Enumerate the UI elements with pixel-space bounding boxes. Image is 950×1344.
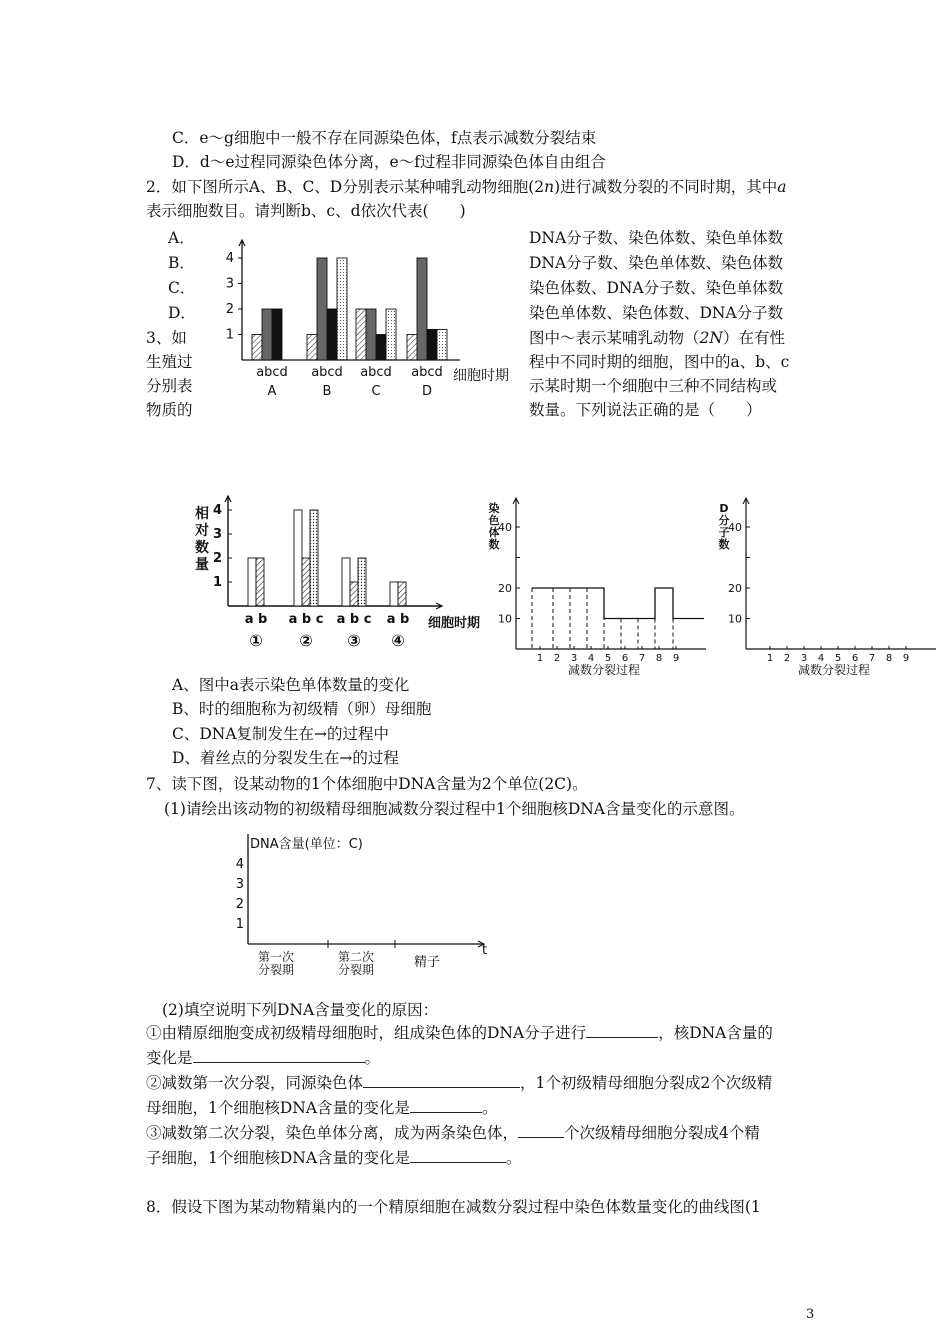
q2-series-letters: abcd [256,365,288,380]
q7-stem: 7、读下图，设某动物的1个体细胞中DNA含量为2个单位(2C)。 [146,775,588,793]
y-tick-label: 4 [212,503,222,518]
q3-option-d: D、着丝点的分裂发生在→的过程 [172,749,399,767]
q3-ylabel-char: 对 [195,523,209,539]
q3-bar [390,582,398,606]
q3-series-letters: a b [386,612,410,627]
q7-stage2-line2: 分裂期 [337,963,375,977]
q2-option-b-text: DNA分子数、染色单体数、染色体数 [529,254,784,272]
x-tick-label: 7 [638,653,646,664]
q3-bar [248,558,256,606]
x-tick-label: 3 [800,653,808,664]
ylabel-char: 染 [488,502,500,515]
q3-group-label: ④ [391,631,405,650]
q3-series-letters: a b c [336,612,372,627]
q3-ylabel-char: 量 [195,557,209,573]
x-tick-label: 1 [766,653,774,664]
q3-group-label: ① [249,631,263,650]
q2-bar [272,309,282,360]
x-tick-label: 6 [851,653,859,664]
q2-option-letter-b: B． [168,254,195,272]
q3-left-line2: 生殖过 [146,353,193,371]
q2-bar [317,258,327,360]
q3-left-line4: 物质的 [146,401,193,419]
q3-left-line1: 3、如 [146,329,187,347]
q3-xlabel: 细胞时期 [428,616,481,631]
y-tick-label: 3 [212,527,222,542]
q3-right-line4: 数量。下列说法正确的是（ ） [529,401,762,419]
q3-bar [310,510,318,606]
q2-bar [376,335,386,361]
q3-bar [302,558,310,606]
q2-bar [386,309,396,360]
q2-option-a-text: DNA分子数、染色体数、染色单体数 [529,229,784,247]
q7-stage2-line1: 第二次 [337,950,375,964]
q3-chromosome-number-chart [484,494,714,684]
q3-dna-number-chart [714,494,944,684]
q2-xlabel: 细胞时期 [453,368,509,384]
q2-bar [427,329,437,360]
y-tick-label: 3 [225,276,234,292]
q7-stage1-line1: 第一次 [257,950,295,964]
y-tick-label: 10 [728,612,742,626]
x-tick-label: 4 [817,653,825,664]
q2-series-letters: abcd [311,365,343,380]
q8-stem: 8．假设下图为某动物精巢内的一个精原细胞在减数分裂过程中染色体数量变化的曲线图(1 [146,1198,761,1216]
y-tick-label: 1 [212,575,222,590]
q7-blank-4[interactable] [410,1097,482,1113]
q3-option-c: C、DNA复制发生在→的过程中 [172,725,390,743]
x-tick-label: 2 [553,653,561,664]
q2-option-c-text: 染色体数、DNA分子数、染色单体数 [529,279,784,297]
q7-blank-6[interactable] [410,1147,506,1163]
q3-group-label: ③ [347,631,361,650]
q2-group-label: C [371,384,381,399]
y-tick-label: 4 [225,251,234,266]
y-tick-label: 40 [728,521,742,534]
y-tick-label: 1 [225,327,234,343]
y-tick-label: 40 [498,521,512,534]
q2-bar [252,335,262,361]
x-tick-label: 8 [885,653,893,664]
q2-group-label: B [322,384,332,399]
q7-item1-line2: 变化是 。 [146,1049,381,1067]
q3-option-b: B、时的细胞称为初级精（卵）母细胞 [172,700,432,718]
q2-bar [262,309,272,360]
q2-stem-line1: 2．如下图所示A、B、C、D分别表示某种哺乳动物细胞(2n)进行减数分裂的不同时期，其中a [146,178,787,196]
q7-part2-heading: (2)填空说明下列DNA含量变化的原因： [162,1001,439,1019]
x-tick-label: 8 [655,653,663,664]
q2-stem-line2: 表示细胞数目。请判断b、c、d依次代表( ) [146,202,466,220]
q2-bar [366,309,376,360]
ylabel-char: 分 [718,514,730,527]
q2-bar [327,309,337,360]
ylabel-char: 子 [718,526,730,539]
ylabel-char: 体 [488,526,500,539]
q1-option-c: C．e～g细胞中一般不存在同源染色体，f点表示减数分裂结束 [172,129,597,147]
q7-x-end: t [482,943,488,958]
ylabel-char: 色 [488,514,500,527]
x-tick-label: 1 [536,653,544,664]
x-tick-label: 5 [604,653,612,664]
q7-dna-content-axes [228,826,488,976]
q3-right-line2: 程中不同时期的细胞，图中的a、b、c [529,353,790,371]
q7-stage3: 精子 [414,955,441,970]
y-tick-label: 4 [235,857,244,872]
q3-right-line3: 示某时期一个细胞中三种不同结构或 [529,377,778,395]
q7-item3-line2: 子细胞，1个细胞核DNA含量的变化是 。 [146,1149,522,1167]
q3-right-line1: 图中～表示某哺乳动物（2N）在有性 [529,329,785,347]
q2-bar [356,309,366,360]
q2-option-letter-a: A． [168,229,195,247]
q7-blank-2[interactable] [193,1047,365,1063]
q2-bar [417,258,427,360]
y-tick-label: 1 [235,917,244,932]
x-tick-label: 6 [621,653,629,664]
q3-left-line3: 分别表 [146,377,193,395]
x-tick-label: 5 [834,653,842,664]
q1-option-d: D．d～e过程同源染色体分离，e～f过程非同源染色体自由组合 [172,153,606,171]
q2-series-letters: abcd [411,365,443,380]
y-tick-label: 3 [235,877,244,892]
y-tick-label: 2 [235,897,244,912]
xlabel: 减数分裂过程 [797,663,871,677]
x-tick-label: 9 [902,653,910,664]
q3-ylabel-char: 相 [195,506,209,522]
xlabel: 减数分裂过程 [567,663,641,677]
q2-option-letter-c: C． [168,279,196,297]
q7-item2-line2: 母细胞，1个细胞核DNA含量的变化是 。 [146,1099,498,1117]
q3-bar [358,558,366,606]
q2-option-d-text: 染色单体数、染色体数、DNA分子数 [529,304,784,322]
y-tick-label: 2 [225,302,234,317]
q3-bar [398,582,406,606]
q2-bar [337,258,347,360]
q3-bar [256,558,264,606]
q7-item1-line1: ①由精原细胞变成初级精母细胞时，组成染色体的DNA分子进行 ，核DNA含量的 [146,1024,773,1042]
q2-bar [437,329,447,360]
q3-option-a: A、图中a表示染色单体数量的变化 [172,676,410,694]
ylabel-char: 数 [718,538,730,551]
y-tick-label: 20 [498,582,512,595]
q3-series-letters: a b [244,612,268,627]
q7-stage1-line2: 分裂期 [257,963,295,977]
x-tick-label: 7 [868,653,876,664]
page-number: 3 [806,1307,815,1322]
q2-option-letter-d: D． [168,304,196,322]
q7-item3-line1: ③减数第二次分裂，染色单体分离，成为两条染色体， 个次级精母细胞分裂成4个精 [146,1124,760,1142]
q3-bar [342,558,350,606]
x-tick-label: 3 [570,653,578,664]
y-tick-label: 10 [498,612,512,626]
q7-blank-1[interactable] [586,1022,658,1038]
chromosome-curve [532,588,704,619]
q3-relative-amount-chart [192,494,481,664]
x-tick-label: 4 [587,653,595,664]
q2-bar [307,335,317,361]
x-tick-label: 9 [672,653,680,664]
q3-series-letters: a b c [288,612,324,627]
q7-ylabel: DNA含量(单位：C) [250,837,363,852]
ylabel-char: D [719,502,729,515]
q2-group-label: A [267,384,277,399]
q3-ylabel-char: 数 [195,540,209,556]
ylabel-char: 数 [488,538,500,551]
q7-item2-line1: ②减数第一次分裂，同源染色体 ，1个初级精母细胞分裂成2个次级精 [146,1074,773,1092]
y-tick-label: 20 [728,582,742,595]
q3-bar [294,510,302,606]
q3-group-label: ② [299,631,313,650]
q3-bar [350,582,358,606]
q2-bar [407,335,417,361]
q2-bar-chart [222,232,522,402]
q7-part1: (1)请绘出该动物的初级精母细胞减数分裂过程中1个细胞核DNA含量变化的示意图。 [164,800,745,818]
x-tick-label: 2 [783,653,791,664]
y-tick-label: 2 [212,551,222,566]
q2-series-letters: abcd [360,365,392,380]
q2-group-label: D [421,384,433,399]
q7-blank-3[interactable] [363,1072,520,1088]
q7-blank-5[interactable] [518,1122,564,1138]
